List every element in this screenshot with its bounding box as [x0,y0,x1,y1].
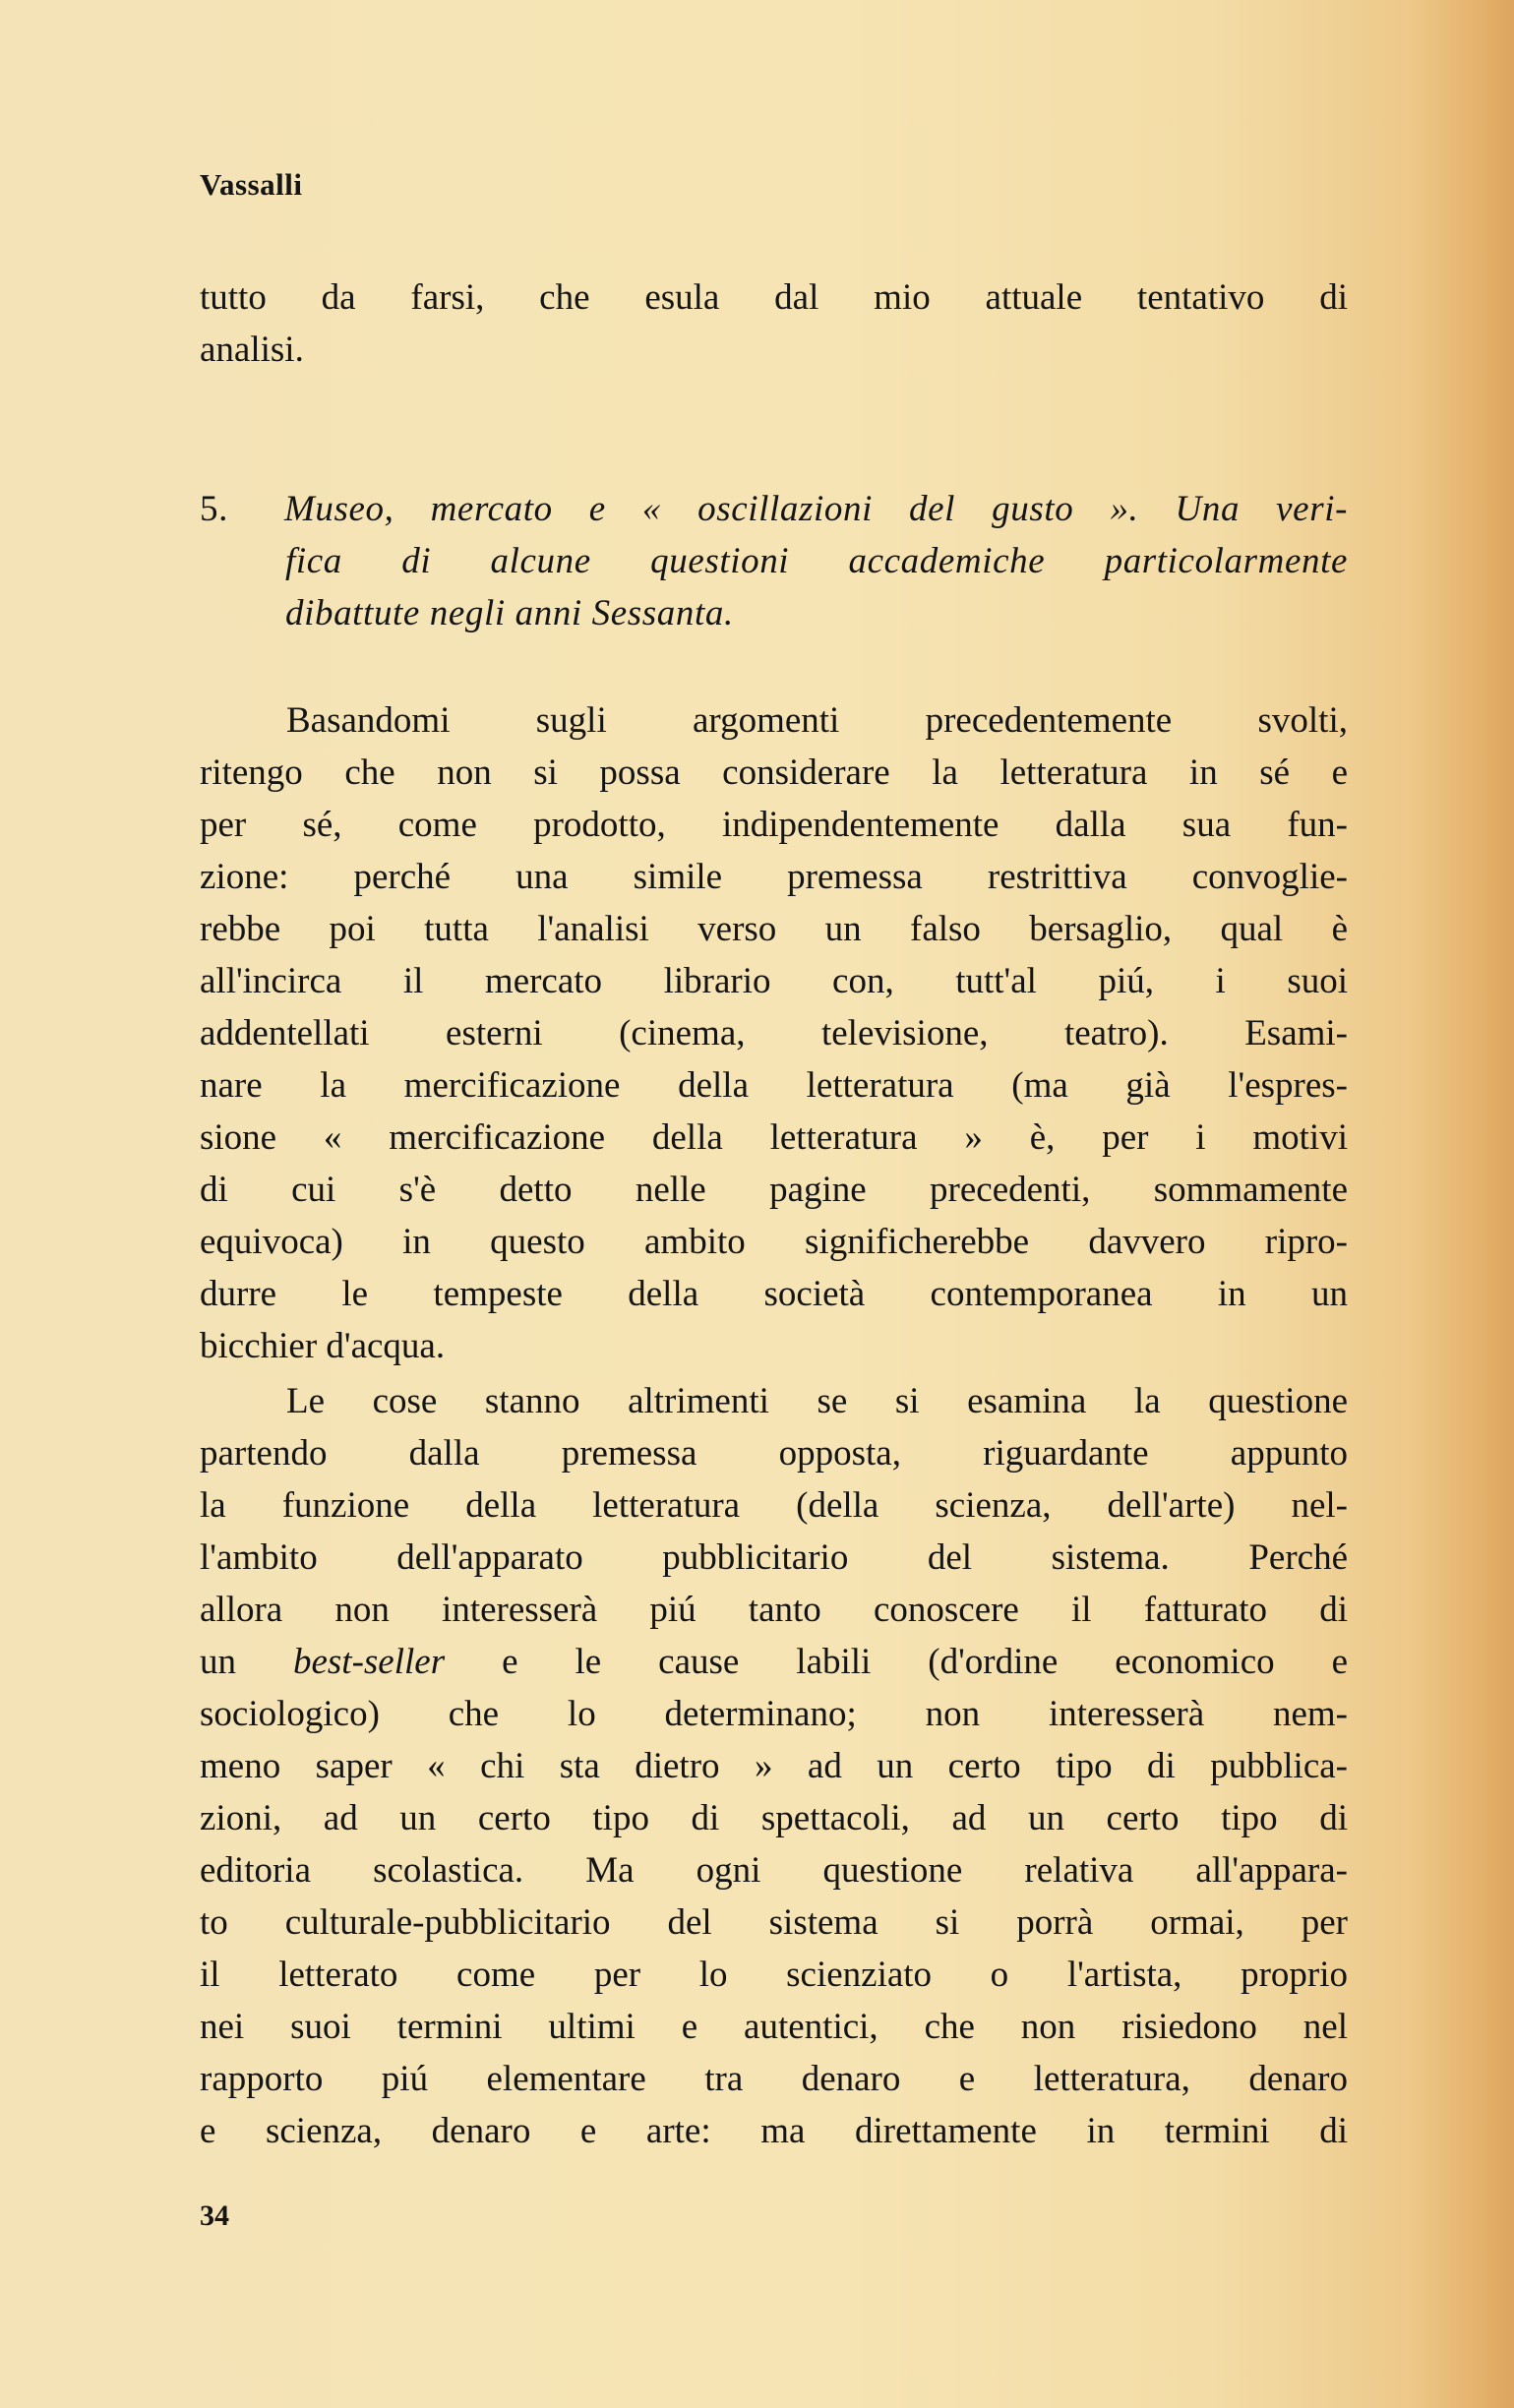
text-line: to culturale-pubblicitario del sistema si porrà ormai, per [200,1902,1348,1943]
text-line-with-italic [200,1636,1348,1688]
text-line: di cui s'è detto nelle pagine precedenti, sommamente [200,1170,1348,1210]
section-title-line: Museo, mercato e « oscillazioni del gusto ». Una veri- [284,489,1348,529]
text-line: zioni, ad un certo tipo di spettacoli, ad un certo tipo di [200,1798,1348,1838]
running-head: Vassalli [200,167,303,202]
section-number: 5. [200,489,228,529]
text-line: tutto da farsi, che esula dal mio attuale tentativo di [200,277,1348,318]
text-line: il letterato come per lo scienziato o l'artista, proprio [200,1955,1348,1995]
text-line: nare la mercificazione della letteratura (ma già l'espres- [200,1065,1348,1106]
body-paragraph-2 [200,1375,1348,2157]
text-line: equivoca) in questo ambito significherebbe davvero ripro- [200,1222,1348,1262]
text-line: meno saper « chi sta dietro » ad un certo tipo di pubblica- [200,1746,1348,1786]
text-line: partendo dalla premessa opposta, riguardante appunto [200,1433,1348,1474]
text-line: all'incirca il mercato librario con, tutt'al piú, i suoi [200,961,1348,1001]
text-segment: un [200,1642,293,1682]
section-title-line: fica di alcune questioni accademiche particolarmente [285,541,1348,581]
page-number: 34 [200,2199,229,2232]
text-line: Basandomi sugli argomenti precedentemente svolti, [286,700,1348,741]
text-line: analisi. [200,330,304,370]
text-line: rapporto piú elementare tra denaro e letteratura, denaro [200,2059,1348,2099]
text-line: la funzione della letteratura (della scienza, dell'arte) nel- [200,1485,1348,1526]
text-line: zione: perché una simile premessa restrittiva convoglie- [200,857,1348,897]
text-line: per sé, come prodotto, indipendentemente dalla sua fun- [200,805,1348,845]
section-heading-first-line [200,483,1348,535]
text-line: nei suoi termini ultimi e autentici, che non risiedono nel [200,2007,1348,2047]
text-line: e scienza, denaro e arte: ma direttamente in termini di [200,2111,1348,2151]
text-line: ritengo che non si possa considerare la letteratura in sé e [200,752,1348,793]
body-paragraph-1 [200,694,1348,1372]
text-segment: e le cause labili (d'ordine economico e [445,1642,1349,1682]
text-line: Le cose stanno altrimenti se si esamina la questione [286,1381,1348,1421]
text-line: rebbe poi tutta l'analisi verso un falso bersaglio, qual è [200,909,1348,949]
continuation-paragraph [200,271,1348,376]
text-line: durre le tempeste della società contemporanea in un [200,1274,1348,1314]
section-heading [200,483,1348,639]
text-line: editoria scolastica. Ma ogni questione relativa all'appara- [200,1850,1348,1891]
text-line: bicchier d'acqua. [200,1326,446,1366]
section-title-line: dibattute negli anni Sessanta. [285,593,734,633]
text-line: l'ambito dell'apparato pubblicitario del sistema. Perché [200,1537,1348,1578]
text-line: sione « mercificazione della letteratura » è, per i motivi [200,1117,1348,1158]
text-line: sociologico) che lo determinano; non interesserà nem- [200,1694,1348,1734]
text-line: allora non interesserà piú tanto conoscere il fatturato di [200,1590,1348,1630]
italic-term: best-seller [292,1642,446,1682]
text-line: addentellati esterni (cinema, televisione, teatro). Esami- [200,1013,1348,1054]
